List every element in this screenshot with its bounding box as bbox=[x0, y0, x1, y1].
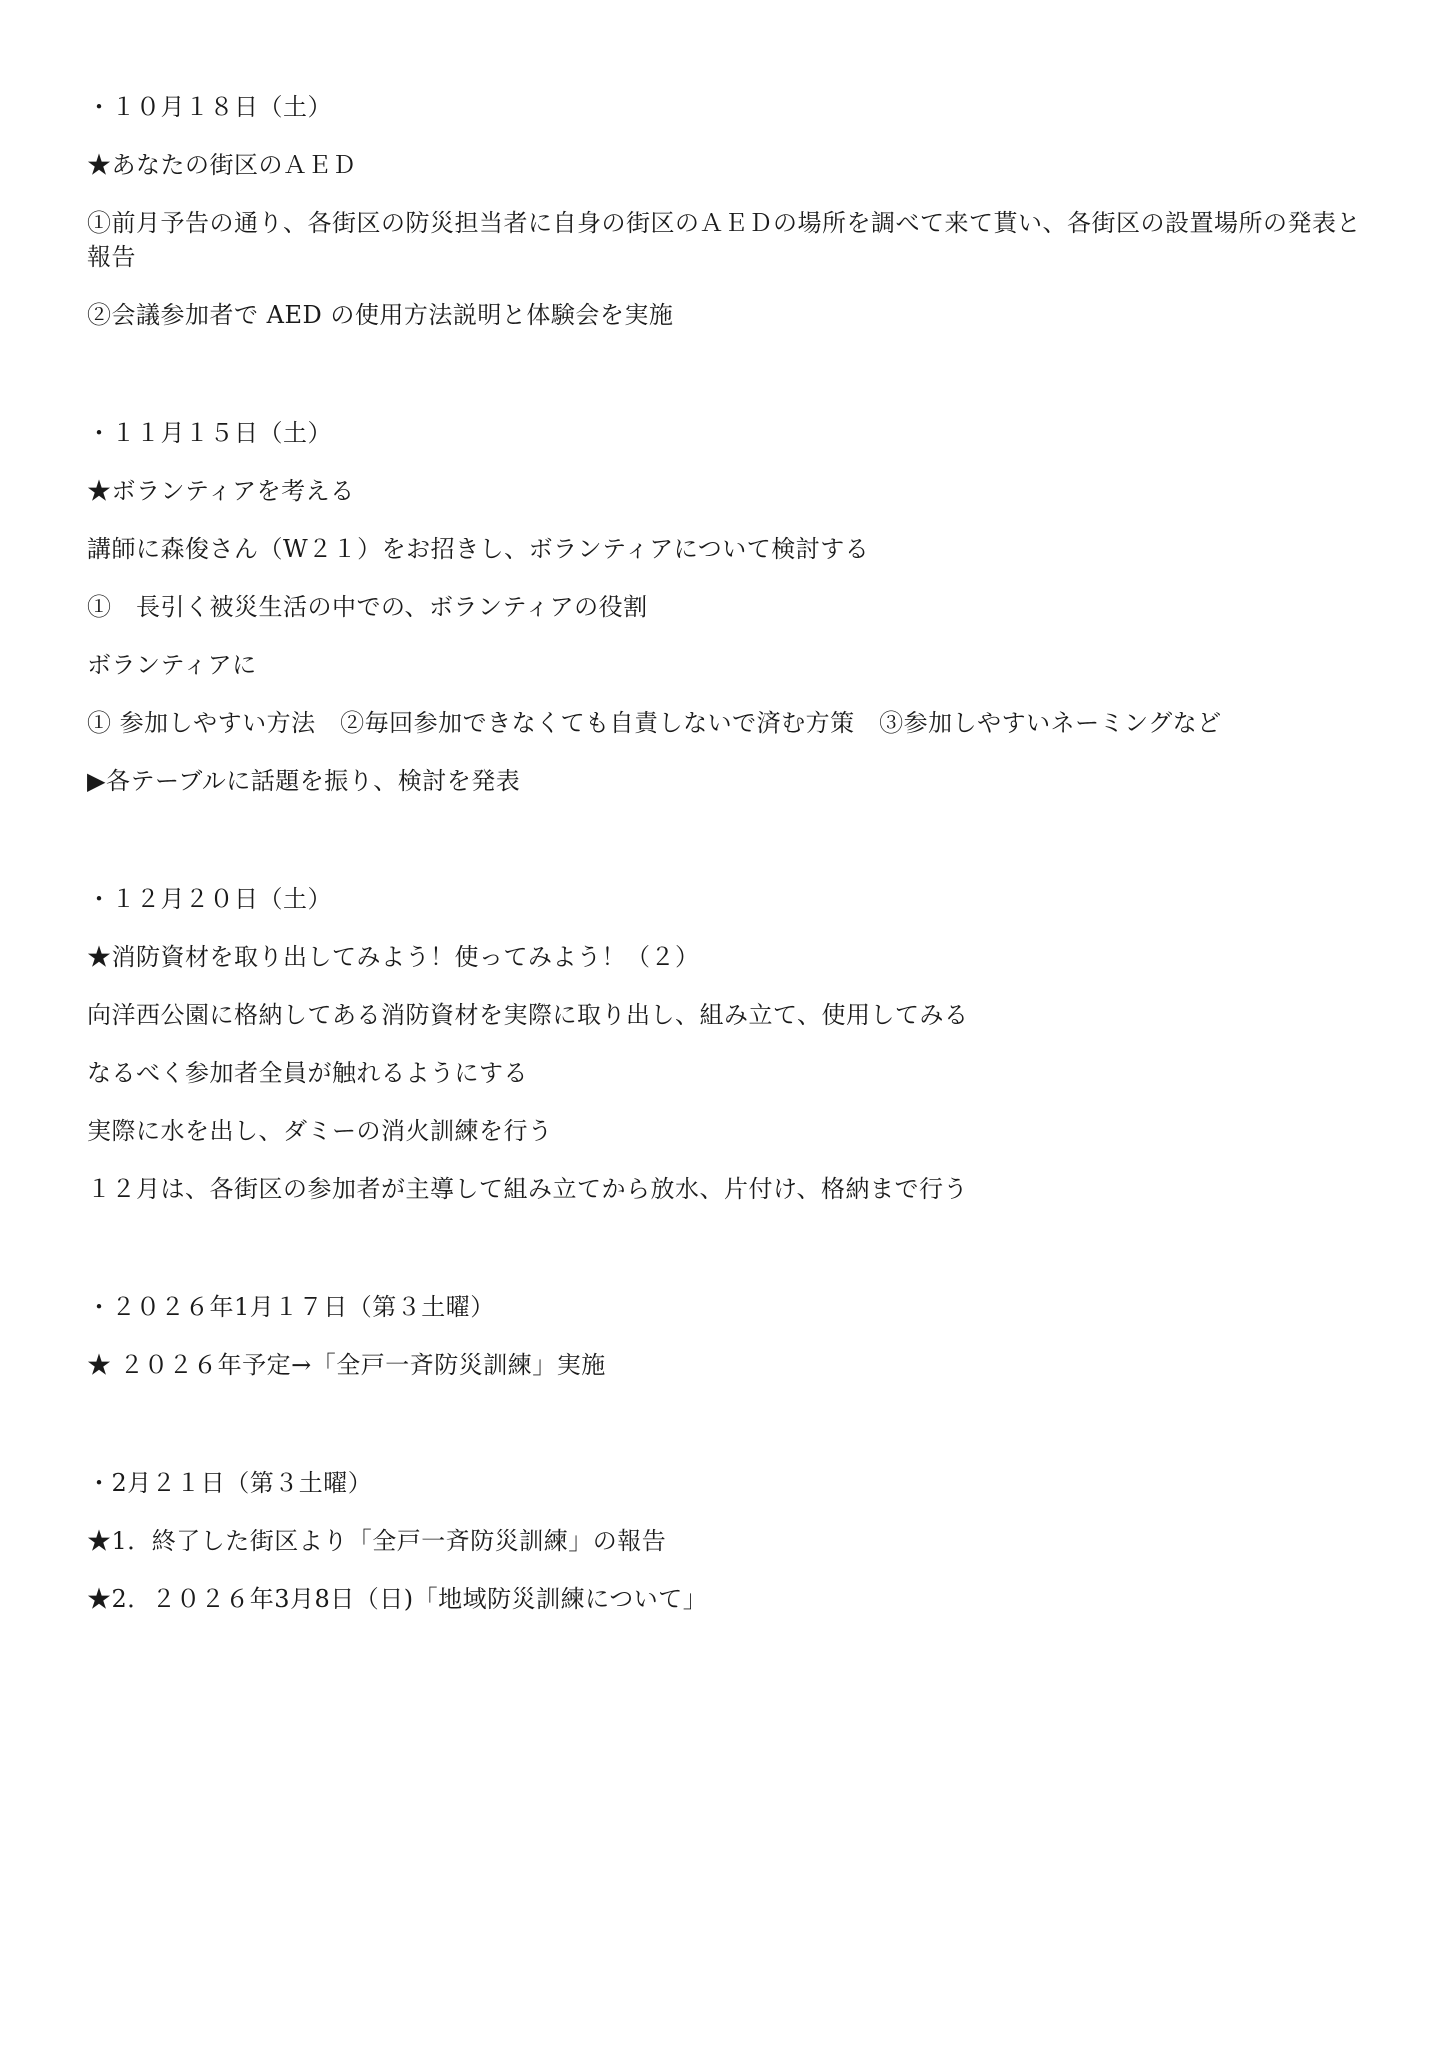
section-topic-title: ★消防資材を取り出してみよう！使ってみよう！（２） bbox=[87, 943, 700, 971]
section-dec-20 bbox=[87, 882, 1367, 1206]
section-date-heading: ・2月２１日（第３土曜） bbox=[87, 1469, 373, 1497]
section-topic-title: ★ ２０２６年予定→「全戸一斉防災訓練」実施 bbox=[87, 1351, 606, 1379]
section-detail-line: ②会議参加者で AED の使用方法説明と体験会を実施 bbox=[87, 301, 674, 329]
section-topic-title: ★2．２０２６年3月8日（日)「地域防災訓練について」 bbox=[87, 1585, 708, 1613]
section-detail-line: ボランティアに bbox=[87, 651, 257, 679]
section-spacer bbox=[87, 822, 1367, 882]
section-date-heading: ・１１月１５日（土） bbox=[87, 419, 332, 447]
section-spacer bbox=[87, 1230, 1367, 1290]
section-topic-title: ★1．終了した街区より「全戸一斉防災訓練」の報告 bbox=[87, 1527, 667, 1555]
section-detail-line: 実際に水を出し、ダミーの消火訓練を行う bbox=[87, 1117, 553, 1145]
section-date-heading: ・２０２６年1月１７日（第３土曜） bbox=[87, 1293, 495, 1321]
section-jan-17 bbox=[87, 1290, 1367, 1382]
section-topic-title: ★ボランティアを考える bbox=[87, 477, 355, 505]
section-spacer bbox=[87, 356, 1367, 416]
section-detail-line: ① 長引く被災生活の中での、ボランティアの役割 bbox=[87, 593, 648, 621]
section-detail-line: ① 参加しやすい方法 ②毎回参加できなくても自責しないで済む方策 ③参加しやすいネーミングなど bbox=[87, 709, 1222, 737]
section-feb-21 bbox=[87, 1466, 1367, 1616]
section-topic-title: ★あなたの街区のＡＥＤ bbox=[87, 151, 357, 179]
section-date-heading: ・１２月２０日（土） bbox=[87, 885, 332, 913]
section-detail-line: ①前月予告の通り、各街区の防災担当者に自身の街区のＡＥＤの場所を調べて来て貰い、各街区の設置場所の発表と報告 bbox=[87, 209, 1361, 271]
section-spacer bbox=[87, 1406, 1367, 1466]
section-detail-line: ▶各テーブルに話題を振り、検討を発表 bbox=[87, 767, 521, 795]
section-date-heading: ・１０月１８日（土） bbox=[87, 93, 332, 121]
section-detail-line: なるべく参加者全員が触れるようにする bbox=[87, 1059, 528, 1087]
section-nov-15 bbox=[87, 416, 1367, 798]
section-detail-line: １２月は、各街区の参加者が主導して組み立てから放水、片付け、格納まで行う bbox=[87, 1175, 969, 1203]
section-oct-18 bbox=[87, 90, 1367, 332]
document-content bbox=[87, 90, 1367, 1640]
section-detail-line: 向洋西公園に格納してある消防資材を実際に取り出し、組み立て、使用してみる bbox=[87, 1001, 969, 1029]
section-detail-line: 講師に森俊さん（W２１）をお招きし、ボランティアについて検討する bbox=[87, 535, 870, 563]
